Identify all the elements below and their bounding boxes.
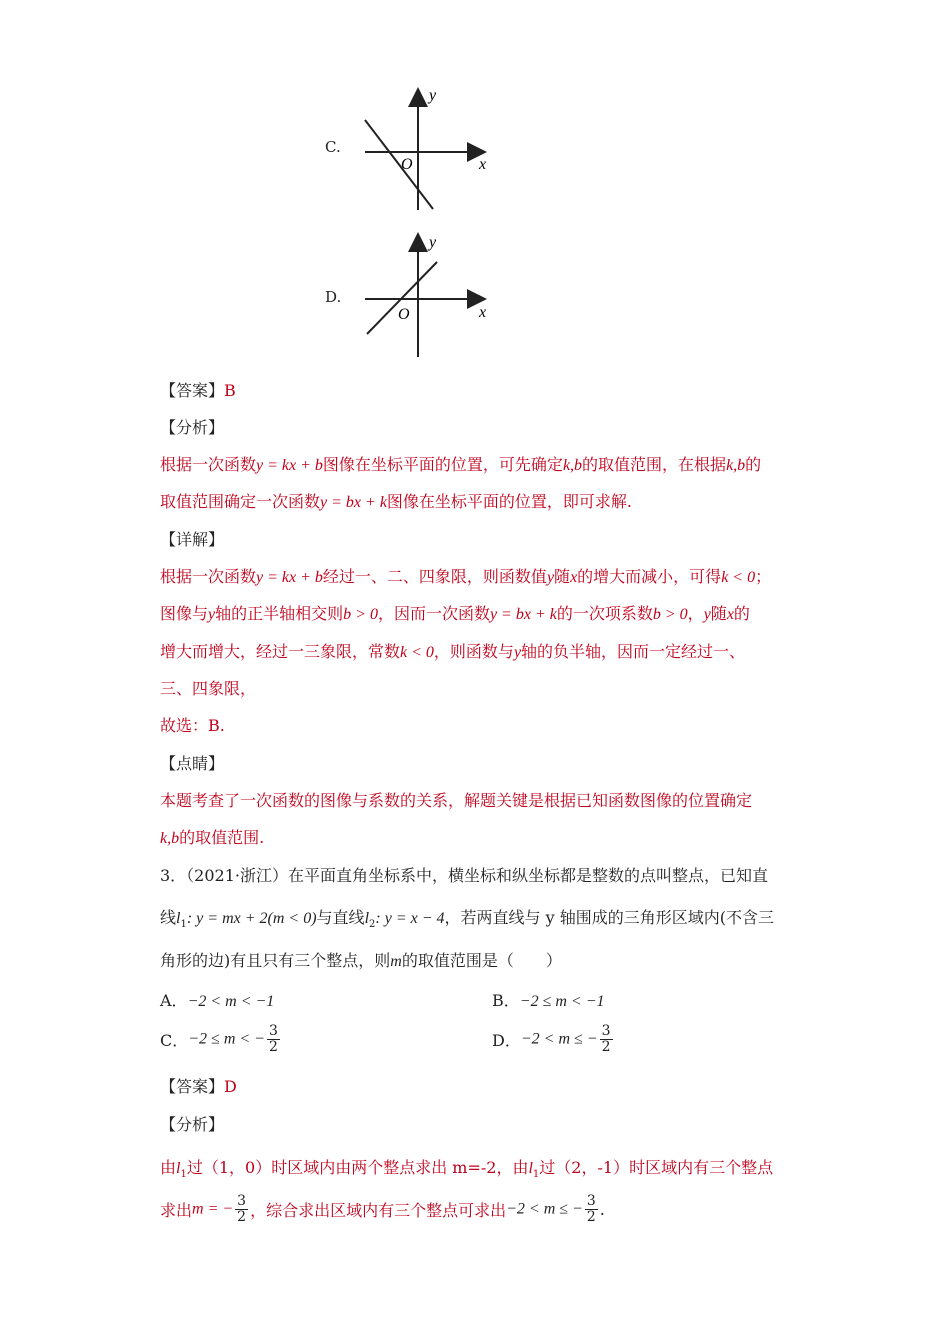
q2-answer: [160, 380, 236, 402]
q2-detail-line4: 三、四象限，: [160, 679, 257, 698]
origin-label: O: [401, 156, 413, 173]
q3-analysis-label: 【分析】: [160, 1115, 225, 1134]
q3-stem-line1: 3．（2021·浙江）在平面直角坐标系中，横坐标和纵坐标都是整数的点叫整点，已知直: [160, 866, 768, 885]
q2-point-line1: 本题考查了一次函数的图像与系数的关系，解题关键是根据已知函数图像的位置确定: [160, 791, 753, 810]
q3-analysis-line2: 求出m = − $\frac{3}{2}$ ，综合求出区域内有三个整点可求出−2 < m ≤ − $\frac{3}{2}$ .: [160, 1193, 605, 1225]
q2-detail-label: 【详解】: [160, 530, 225, 549]
q2-detail-line3: 增大而增大，经过一三象限，常数k < 0，则函数与y轴的负半轴，因而一定经过一、: [160, 642, 746, 661]
q2-point-line2: k,b的取值范围.: [160, 828, 265, 847]
x-axis-label: x: [479, 156, 487, 173]
x-axis-label: x: [479, 304, 487, 321]
option-d-label: D.: [325, 288, 342, 306]
q2-detail-line2: 图像与y轴的正半轴相交则b > 0，因而一次函数y = bx + k的一次项系数b > 0，y随x的: [160, 604, 750, 623]
function-line: [365, 120, 433, 209]
q2-detail-line5: 故选：B.: [160, 716, 225, 735]
q3-option-a: A．−2 < m < −1: [160, 991, 275, 1010]
y-axis-label: y: [429, 234, 437, 251]
fraction: $\frac{3}{2}$: [268, 1023, 278, 1055]
q2-analysis-label: 【分析】: [160, 418, 225, 437]
answer-label: 【答案】: [160, 381, 225, 400]
answer-value: B: [224, 381, 236, 400]
q2-analysis-line2: 取值范围确定一次函数y = bx + k图像在坐标平面的位置，即可求解.: [160, 492, 633, 511]
q3-stem-line3: 角形的边)有且只有三个整点，则m的取值范围是（ ）: [160, 951, 562, 970]
q3-stem-line2: 线$l_1$: y = mx + 2(m < 0)与直线$l_2$: y = x − 4，若两直线与 y 轴围成的三角形区域内(不含三: [160, 908, 774, 931]
q3-option-d: D．−2 < m ≤ − $\frac{3}{2}$: [492, 1023, 611, 1055]
q2-analysis-line1: 根据一次函数y = kx + b图像在坐标平面的位置，可先确定k,b的取值范围，在根据k,b的: [160, 455, 762, 474]
option-d-graph: [355, 230, 495, 360]
q3-option-b: B．−2 ≤ m < −1: [492, 991, 605, 1010]
option-c-graph: [355, 85, 495, 215]
fraction: $\frac{3}{2}$: [601, 1023, 611, 1055]
origin-label: O: [398, 306, 410, 323]
y-axis-label: y: [429, 87, 437, 104]
q3-answer: 【答案】D: [160, 1077, 237, 1096]
q2-point-label: 【点睛】: [160, 754, 225, 773]
q3-option-c: C．−2 ≤ m < − $\frac{3}{2}$: [160, 1023, 278, 1055]
q2-detail-line1: 根据一次函数y = kx + b经过一、二、四象限，则函数值y随x的增大而减小，可得k < 0；: [160, 567, 772, 586]
option-c-label: C.: [325, 138, 341, 156]
q3-analysis-line1: 由$l_1$过（1，0）时区域内由两个整点求出 m=-2，由$l_1$过（2，-1）时区域内有三个整点: [160, 1158, 774, 1181]
